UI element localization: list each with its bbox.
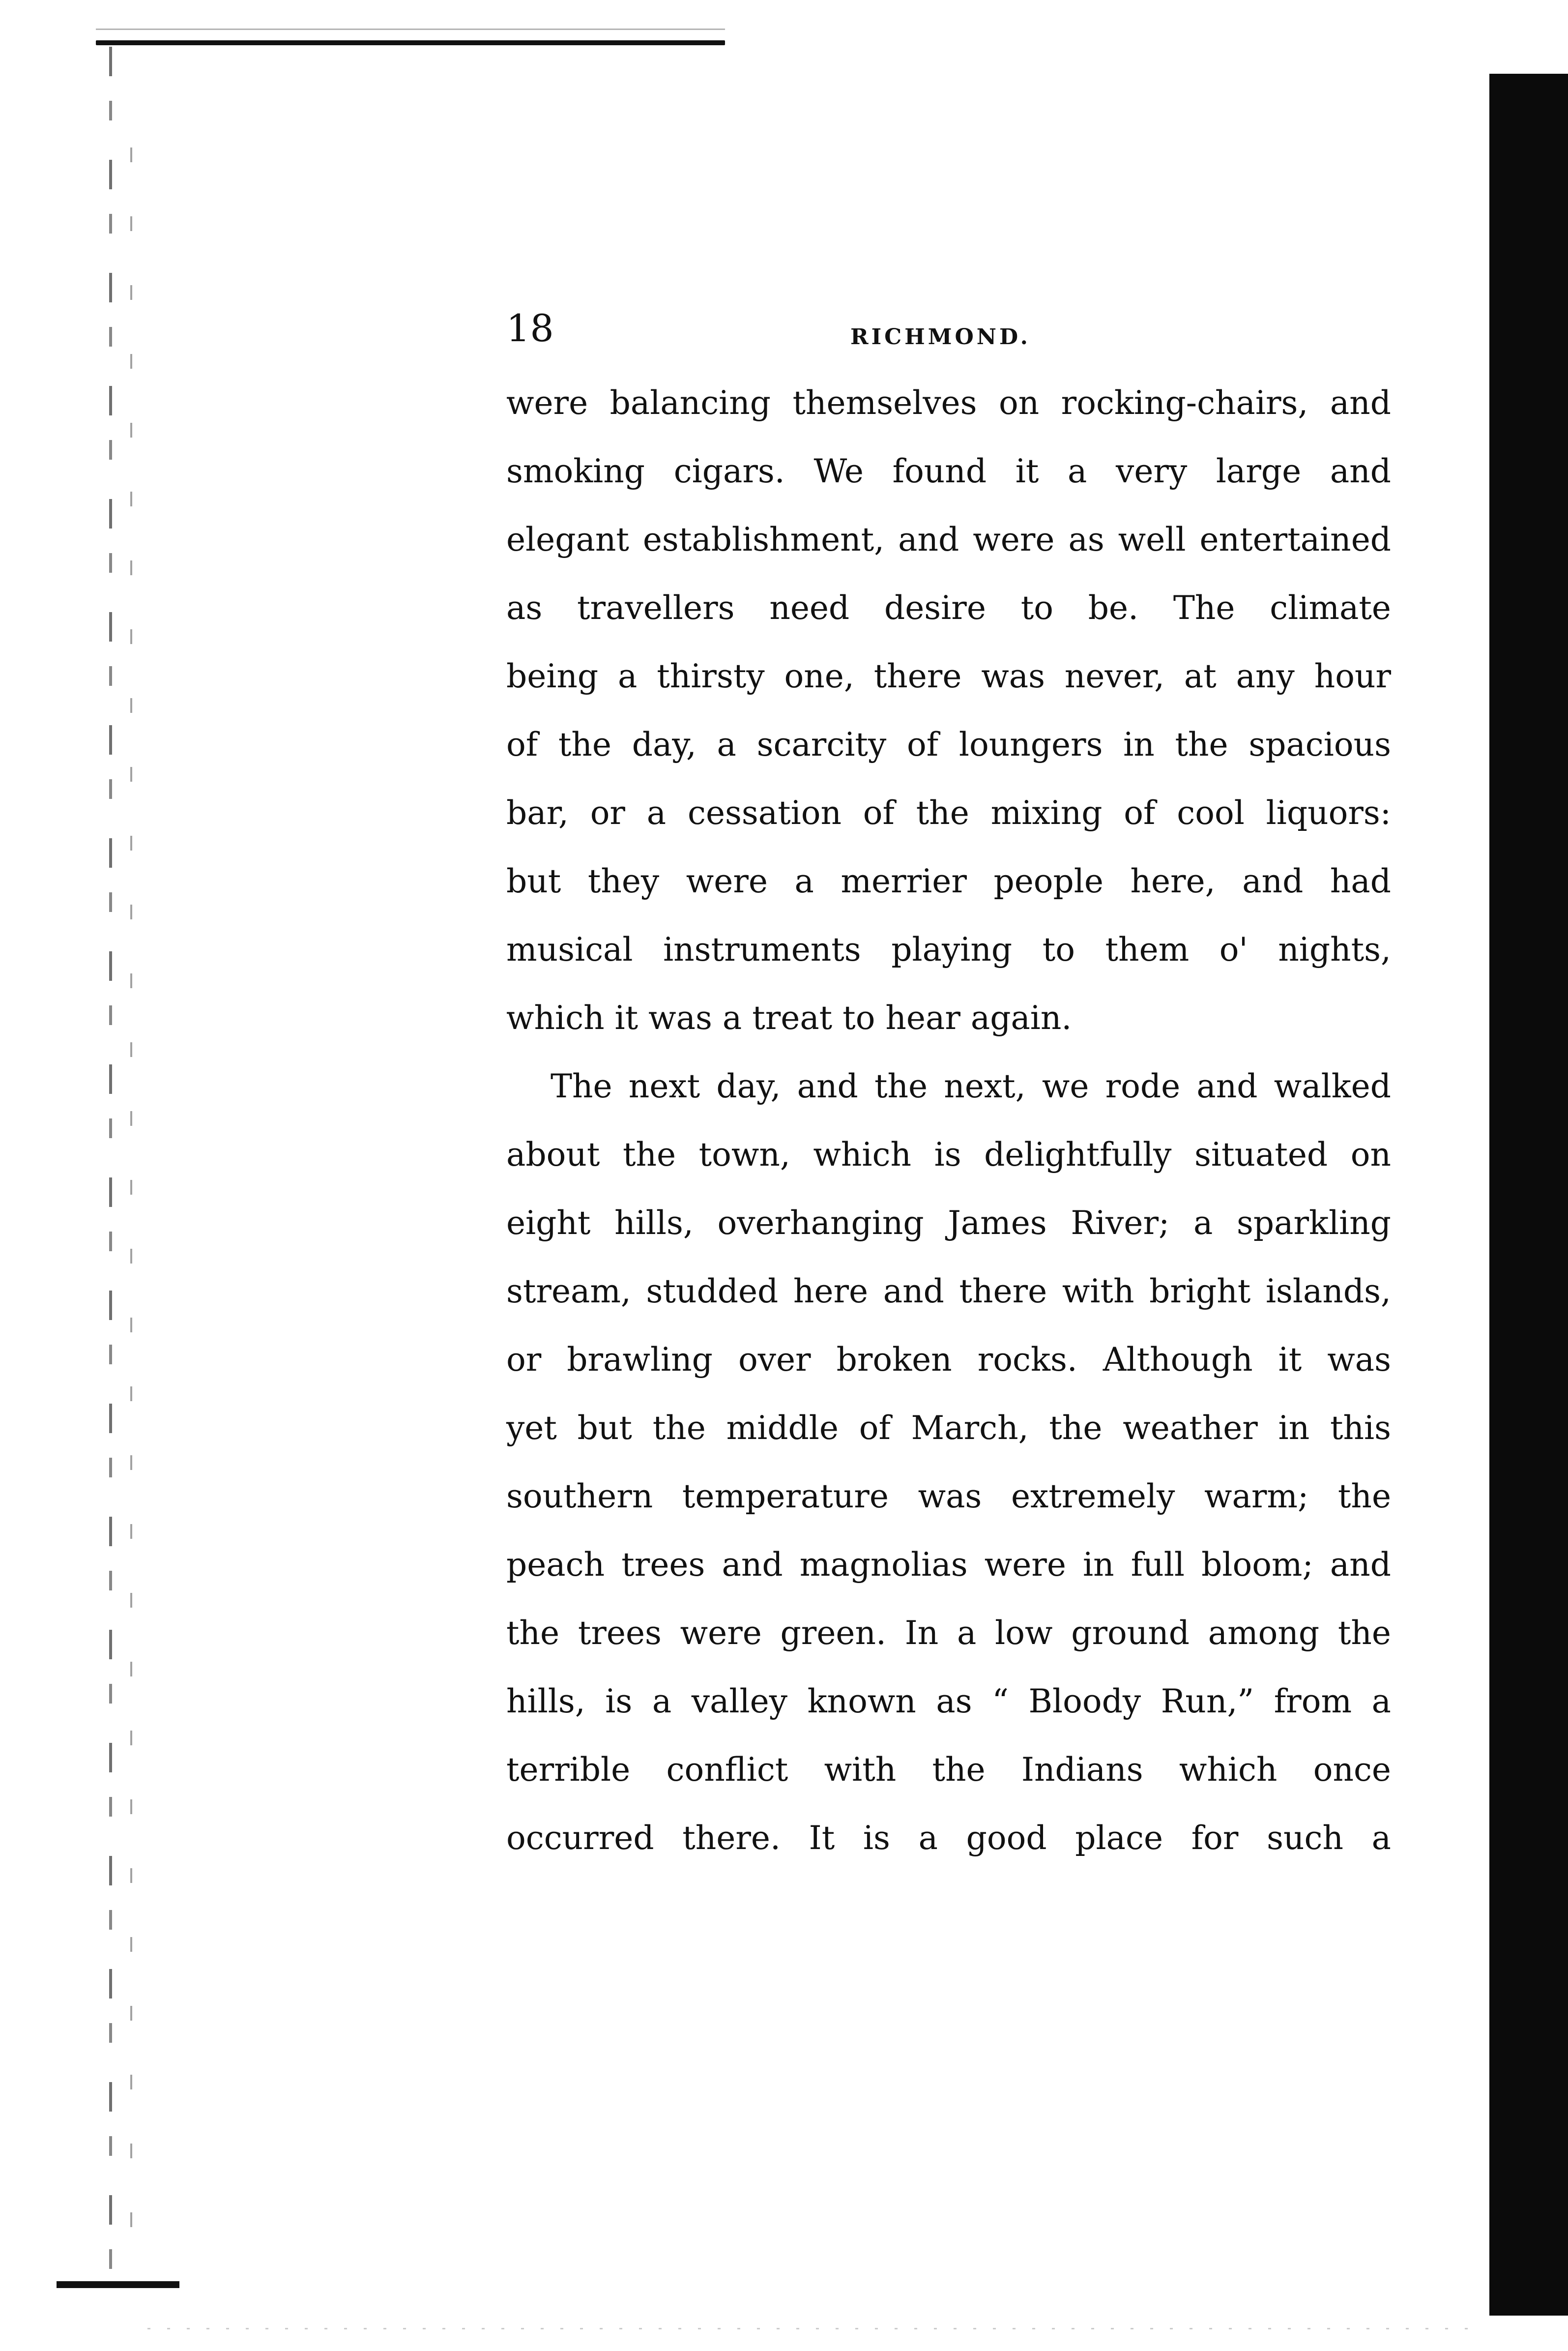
text-line: The next day, and the next, we rode and walked	[551, 1067, 1391, 1105]
text-line: terrible conflict with the Indians which once	[506, 1751, 1391, 1789]
text-line: the trees were green. In a low ground among the	[506, 1614, 1391, 1652]
text-line: occurred there. It is a good place for such a	[506, 1819, 1391, 1857]
text-line: stream, studded here and there with bright islands,	[506, 1272, 1391, 1310]
text-line: as travellers need desire to be. The climate	[506, 589, 1391, 627]
text-line: southern temperature was extremely warm; the	[506, 1477, 1391, 1515]
text-line: of the day, a scarcity of loungers in the spacious	[506, 726, 1391, 764]
paragraph	[506, 369, 1391, 1052]
running-head	[506, 305, 1391, 369]
text-line: smoking cigars. We found it a very large and	[506, 452, 1391, 490]
running-head-title: RICHMOND.	[850, 324, 1031, 350]
text-line: but they were a merrier people here, and had	[506, 862, 1391, 900]
text-line: about the town, which is delightfully situated on	[506, 1136, 1391, 1174]
scan-bottom-corner	[57, 2281, 179, 2288]
text-line: being a thirsty one, there was never, at any hour	[506, 657, 1391, 695]
body-text	[506, 369, 1391, 1872]
scan-edge-artifact	[96, 29, 725, 30]
page-number: 18	[506, 306, 554, 350]
text-line: were balancing themselves on rocking-chairs, and	[506, 384, 1391, 422]
book-page	[506, 305, 1391, 1872]
text-line: musical instruments playing to them o' nights,	[506, 931, 1391, 969]
scan-bottom-noise	[147, 2328, 1475, 2329]
scan-right-edge-band	[1489, 74, 1568, 2316]
text-line: peach trees and magnolias were in full bloom; and	[506, 1546, 1391, 1584]
text-line: bar, or a cessation of the mixing of cool liquors:	[506, 794, 1391, 832]
scan-top-rule	[96, 40, 725, 45]
text-line: hills, is a valley known as “ Bloody Run,” from a	[506, 1682, 1391, 1720]
text-line: elegant establishment, and were as well entertained	[506, 521, 1391, 558]
text-line: yet but the middle of March, the weather in this	[506, 1409, 1391, 1447]
scan-binding-edge	[109, 47, 112, 2289]
text-line: which it was a treat to hear again.	[506, 999, 1072, 1037]
paragraph	[506, 1052, 1391, 1872]
text-line: or brawling over broken rocks. Although it was	[506, 1341, 1391, 1379]
scan-binding-edge	[130, 147, 132, 2262]
text-line: eight hills, overhanging James River; a sparkling	[506, 1204, 1391, 1242]
